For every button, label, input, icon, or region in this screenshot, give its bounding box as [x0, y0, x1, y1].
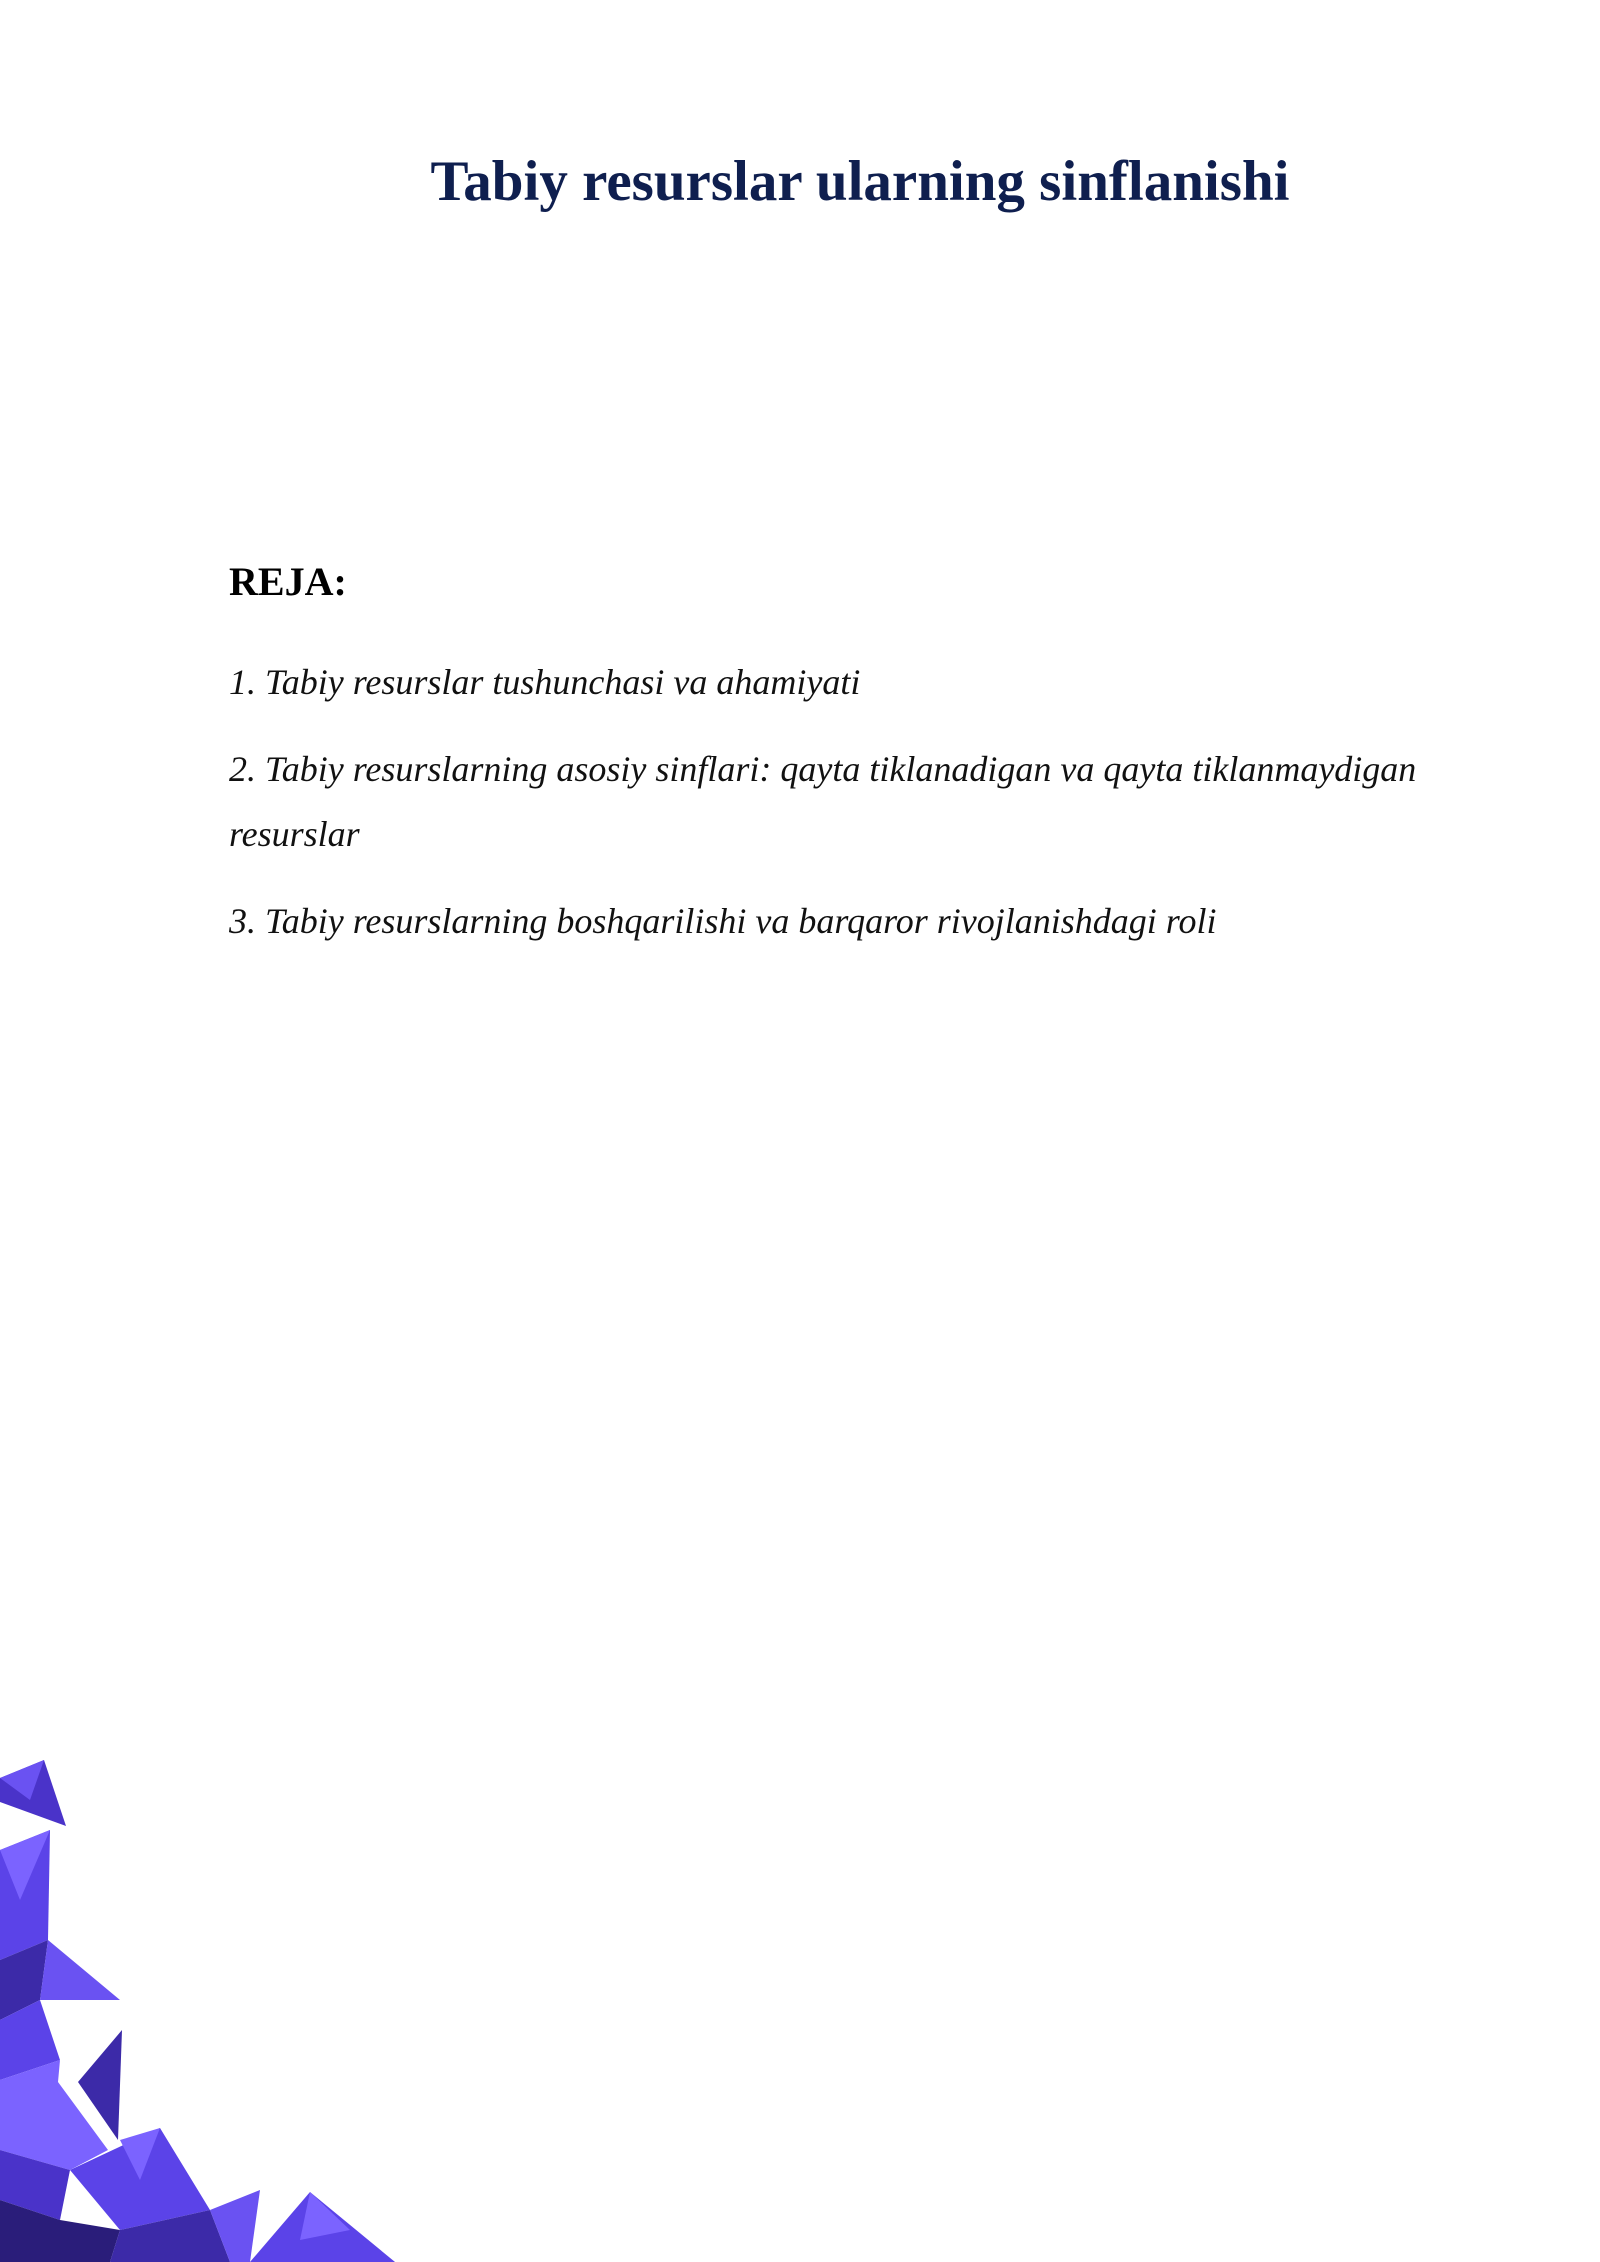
plan-item-1: 1. Tabiy resurslar tushunchasi va ahamiyati	[229, 662, 861, 702]
page-title: Tabiy resurslar ularning sinflanishi	[430, 150, 1290, 213]
plan-item-3: 3. Tabiy resurslarning boshqarilishi va barqaror rivojlanishdagi roli	[229, 901, 1217, 941]
plan-list	[229, 650, 1499, 976]
plan-heading: REJA:	[229, 559, 347, 604]
corner-polygon-decoration	[0, 1760, 400, 2262]
decor-shard	[40, 1940, 120, 2000]
plan-item-2: 2. Tabiy resurslarning asosiy sinflari: qayta tiklanadigan va qayta tiklanmaydigan resurslar	[229, 749, 1417, 854]
